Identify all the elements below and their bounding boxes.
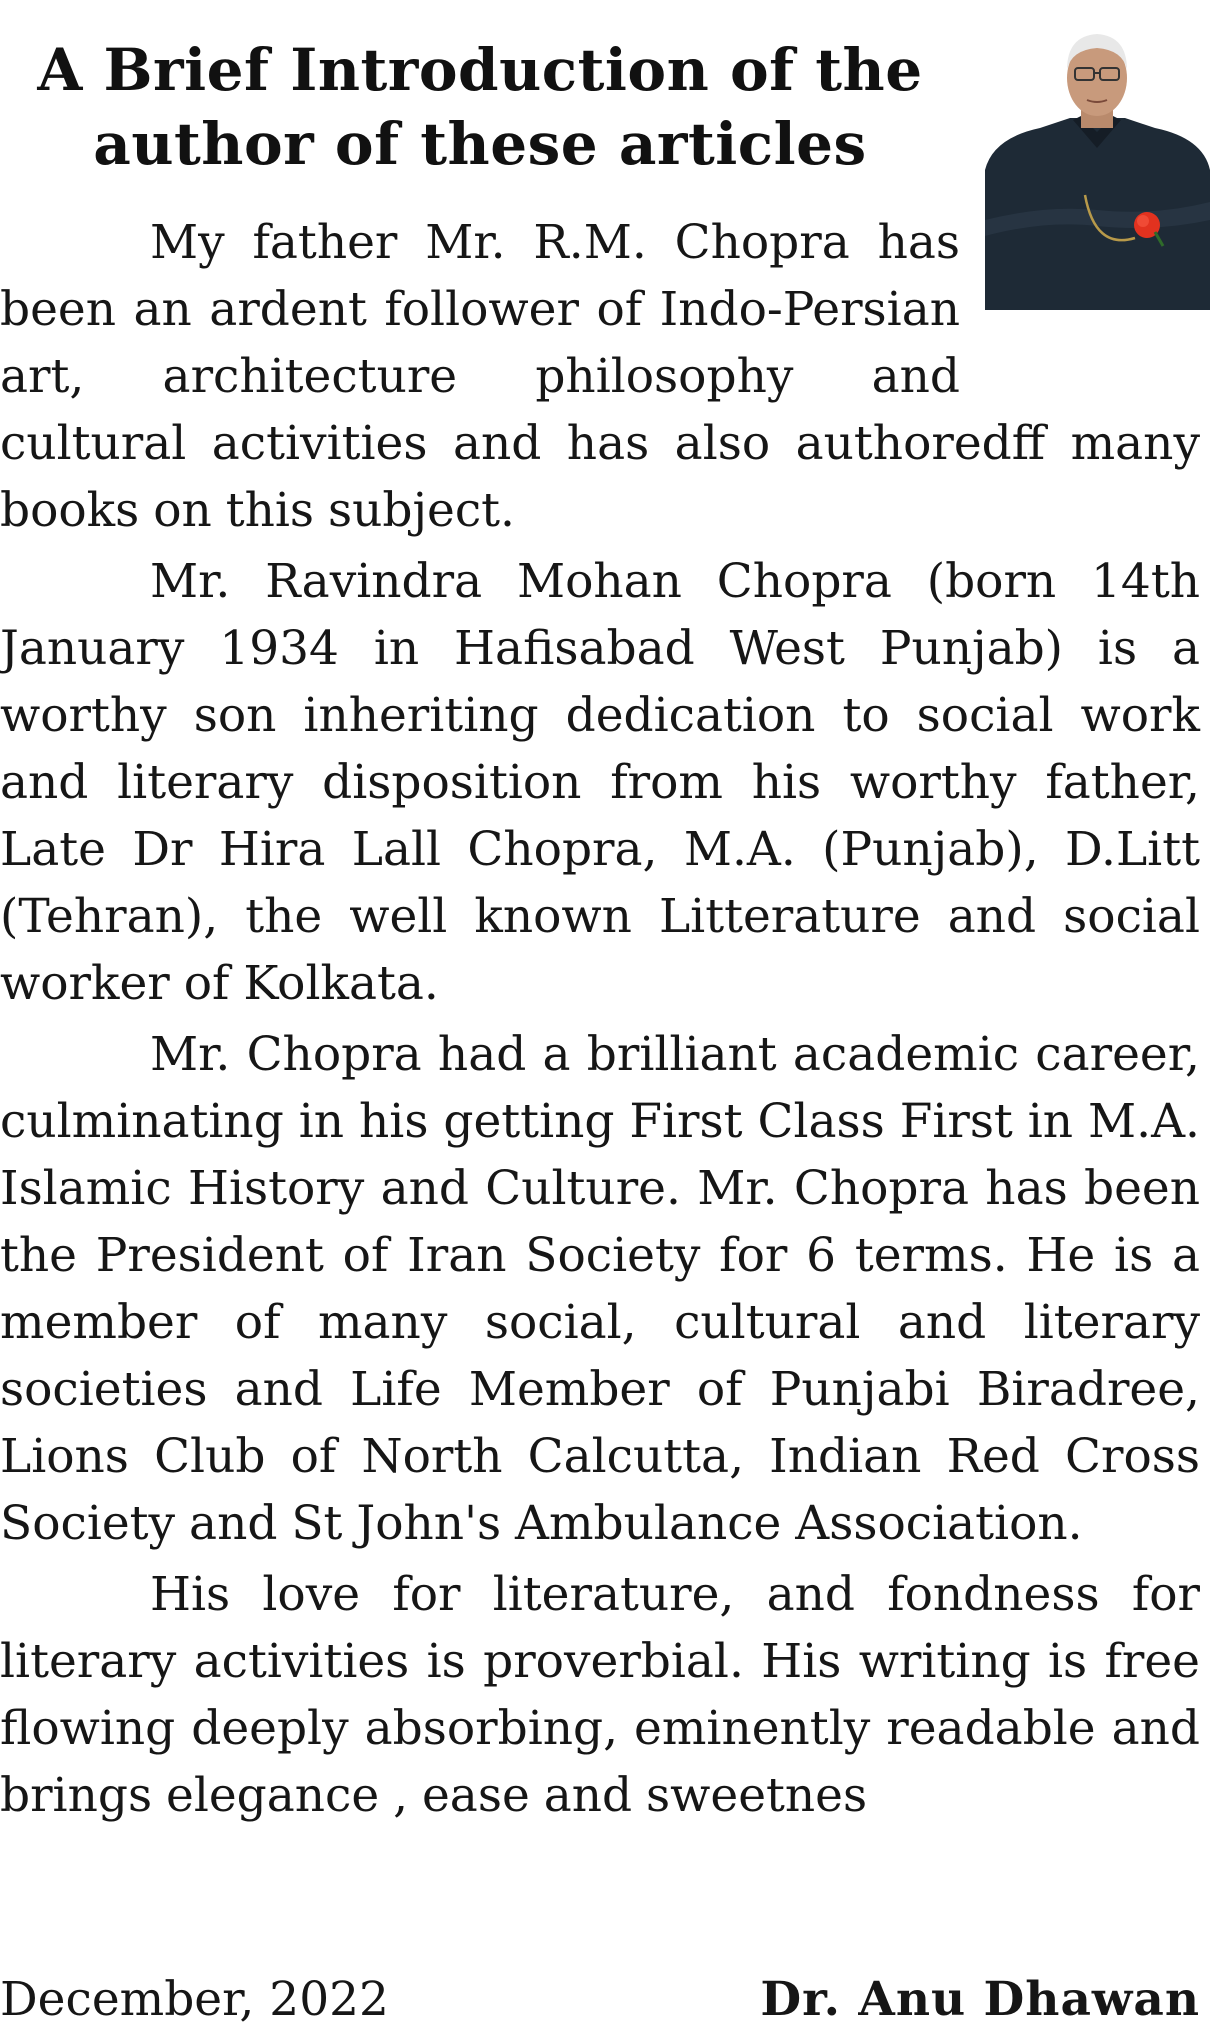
article-title (0, 33, 960, 181)
title-line-1: A Brief Introduction of the (37, 35, 923, 104)
paragraph-1-text: My father Mr. R.M. Chopra has been an ardent follower of Indo-Persian art, architecture philosophy and cultural activities and has also authoredff many books on this subject. (0, 215, 1200, 538)
paragraph-2: Mr. Ravindra Mohan Chopra (born 14th January 1934 in Hafisabad West Punjab) is a worthy son inheriting dedication to social work and literary disposition from his worthy father, Late Dr Hira Lall Chopra, M.A. (Punjab), D.Litt (Tehran), the well known Litterature and social worker of Kolkata. (0, 554, 1200, 1011)
footer-author: Dr. Anu Dhawan (760, 1972, 1200, 2027)
paragraph-1 (0, 209, 1200, 544)
article-body (0, 209, 1200, 1833)
article-footer (0, 1967, 1200, 2033)
title-line-2: author of these articles (93, 109, 867, 178)
paragraph-3: Mr. Chopra had a brilliant academic career, culminating in his getting First Class First in M.A. Islamic History and Culture. Mr. Chopra has been the President of Iran Society for 6 terms. He is a member of many social, cultural and literary societies and Life Member of Punjabi Biradree, Lions Club of North Calcutta, Indian Red Cross Society and St John's Ambulance Association. (0, 1027, 1200, 1551)
paragraph-4: His love for literature, and fondness for literary activities is proverbial. His writing is free flowing deeply absorbing, eminently readable and brings elegance , ease and sweetnes (0, 1567, 1200, 1823)
photo-float-spacer (960, 209, 1200, 399)
footer-date: December, 2022 (0, 1972, 389, 2027)
